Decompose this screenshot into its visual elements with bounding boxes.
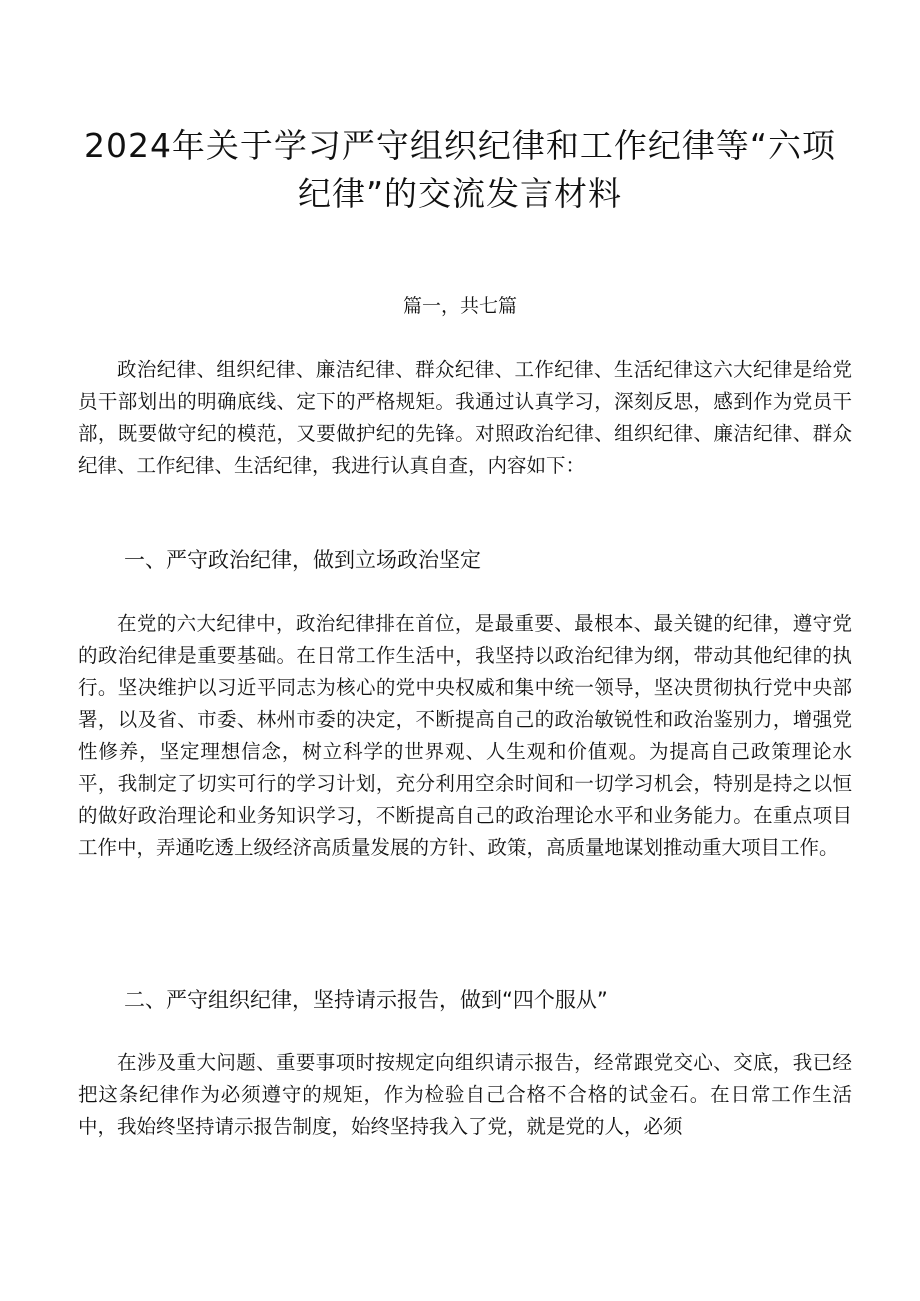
- section-2-paragraph: 在涉及重大问题、重要事项时按规定向组织请示报告，经常跟党交心、交底，我已经把这条纪律作为必须遵守的规矩，作为检验自己合格不合格的试金石。在日常工作生活中，我始终坚持请示报告制度，始终坚持我入了党，就是党的人，必须: [78, 1051, 852, 1138]
- document-title: [80, 122, 840, 218]
- section-1-paragraph: 在党的六大纪律中，政治纪律排在首位，是最重要、最根本、最关键的纪律，遵守党的政治纪律是重要基础。在日常工作生活中，我坚持以政治纪律为纲，带动其他纪律的执行。坚决维护以习近平同志为核心的党中央权威和集中统一领导，坚决贯彻执行党中央部署，以及省、市委、林州市委的决定，不断提高自己的政治敏锐性和政治鉴别力，增强党性修养，坚定理想信念，树立科学的世界观、人生观和价值观。为提高自己政策理论水平，我制定了切实可行的学习计划，充分利用空余时间和一切学习机会，特别是持之以恒的做好政治理论和业务知识学习，不断提高自己的政治理论水平和业务能力。在重点项目工作中，弄通吃透上级经济高质量发展的方针、政策，高质量地谋划推动重大项目工作。: [78, 612, 852, 859]
- title-line-1: 2024年关于学习严守组织纪律和工作纪律等“六项: [83, 126, 837, 165]
- title-line-2: 纪律”的交流发言材料: [297, 174, 623, 213]
- intro-paragraph: 政治纪律、组织纪律、廉洁纪律、群众纪律、工作纪律、生活纪律这六大纪律是给党员干部划出的明确底线、定下的严格规矩。我通过认真学习，深刻反思，感到作为党员干部，既要做守纪的模范，又要做护纪的先锋。对照政治纪律、组织纪律、廉洁纪律、群众纪律、工作纪律、生活纪律，我进行认真自查，内容如下：: [78, 358, 852, 477]
- section-subtitle: 篇一，共七篇: [402, 295, 517, 317]
- section-heading-2: 二、严守组织纪律，坚持请示报告，做到“四个服从”: [124, 988, 608, 1012]
- section-heading-1: 一、严守政治纪律，做到立场政治坚定: [124, 548, 481, 572]
